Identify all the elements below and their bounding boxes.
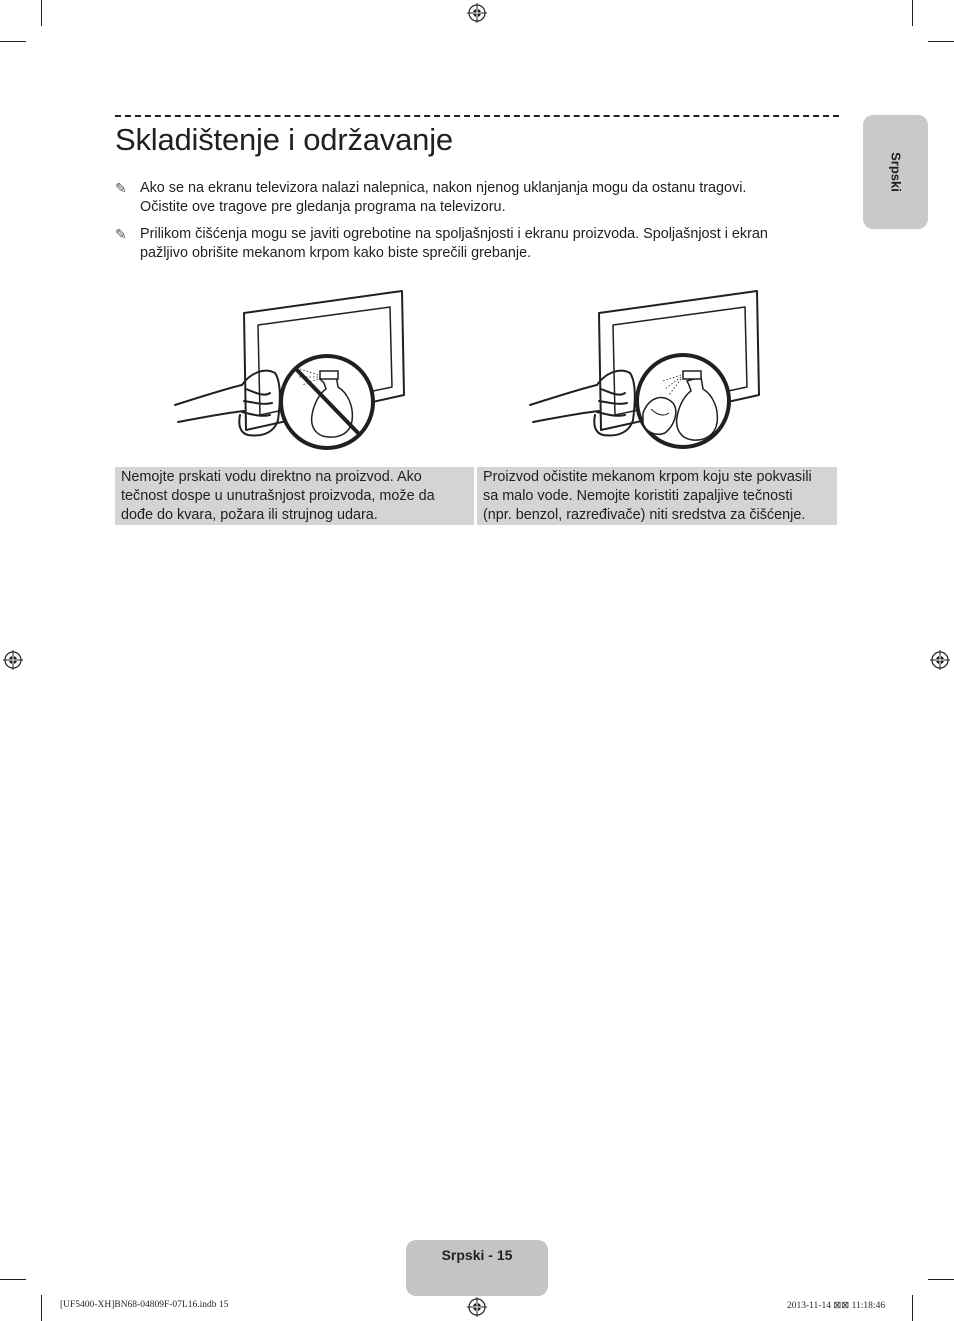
caption-line: Proizvod očistite mekanom krpom koju ste pokvasili xyxy=(483,469,812,485)
page-number-label: Srpski - 15 xyxy=(441,1247,513,1263)
date-imprint: 2013-11-14 ⊠⊠ 11:18:46 xyxy=(787,1301,886,1311)
caption-line: sa malo vode. Nemojte koristiti zapaljive tečnosti xyxy=(483,488,793,504)
caption-line: (npr. benzol, razređivače) niti sredstva za čišćenje. xyxy=(483,507,806,523)
registration-mark-top-icon xyxy=(467,3,487,23)
caption-line: dođe do kvara, požara ili strujnog udara. xyxy=(121,507,378,523)
crop-mark-top-left-v xyxy=(41,0,42,26)
crop-mark-top-left-h xyxy=(0,41,26,42)
caption-no-spray xyxy=(115,467,474,525)
pencil-note-icon: ✎ xyxy=(115,180,127,196)
caption-line: Nemojte prskati vodu direktno na proizvod. Ako xyxy=(121,469,422,485)
caption-line: tečnost dospe u unutrašnjost proizvoda, može da xyxy=(121,488,435,504)
pencil-note-icon: ✎ xyxy=(115,226,127,242)
illustration-spray-cloth xyxy=(525,285,765,455)
page-number-tab xyxy=(406,1240,548,1296)
crop-mark-bottom-left-h xyxy=(0,1279,26,1280)
file-imprint: [UF5400-XH]BN68-04809F-07L16.indb 15 xyxy=(60,1300,229,1310)
prohibited-spray-icon xyxy=(281,356,373,448)
language-side-tab-label: Srpski xyxy=(888,152,903,192)
crop-mark-bottom-left-v xyxy=(41,1295,42,1321)
language-side-tab xyxy=(863,115,928,229)
note-line: pažljivo obrišite mekanom krpom kako biste sprečili grebanje. xyxy=(140,245,532,261)
note-text xyxy=(140,225,840,263)
registration-mark-bottom-icon xyxy=(467,1297,487,1317)
note-text xyxy=(140,179,840,217)
note-line: Ako se na ekranu televizora nalazi nalepnica, nakon njenog uklanjanja mogu da ostanu tragovi. xyxy=(140,180,747,196)
page-title: Skladištenje i održavanje xyxy=(115,122,453,157)
illustration-no-spray xyxy=(170,285,410,455)
caption-spray-cloth xyxy=(477,467,837,525)
crop-mark-top-right-v xyxy=(912,0,913,26)
section-divider xyxy=(115,115,839,117)
crop-mark-bottom-right-v xyxy=(912,1295,913,1321)
note-line: Očistite ove tragove pre gledanja programa na televizoru. xyxy=(140,199,506,215)
note-item xyxy=(115,225,840,265)
crop-mark-bottom-right-h xyxy=(928,1279,954,1280)
registration-mark-left-icon xyxy=(3,650,23,670)
note-item xyxy=(115,179,840,219)
registration-mark-right-icon xyxy=(930,650,950,670)
spray-on-cloth-icon xyxy=(637,355,729,447)
crop-mark-top-right-h xyxy=(928,41,954,42)
note-line: Prilikom čišćenja mogu se javiti ogrebotine na spoljašnjosti i ekranu proizvoda. Spoljašnjost i ekran xyxy=(140,226,768,242)
